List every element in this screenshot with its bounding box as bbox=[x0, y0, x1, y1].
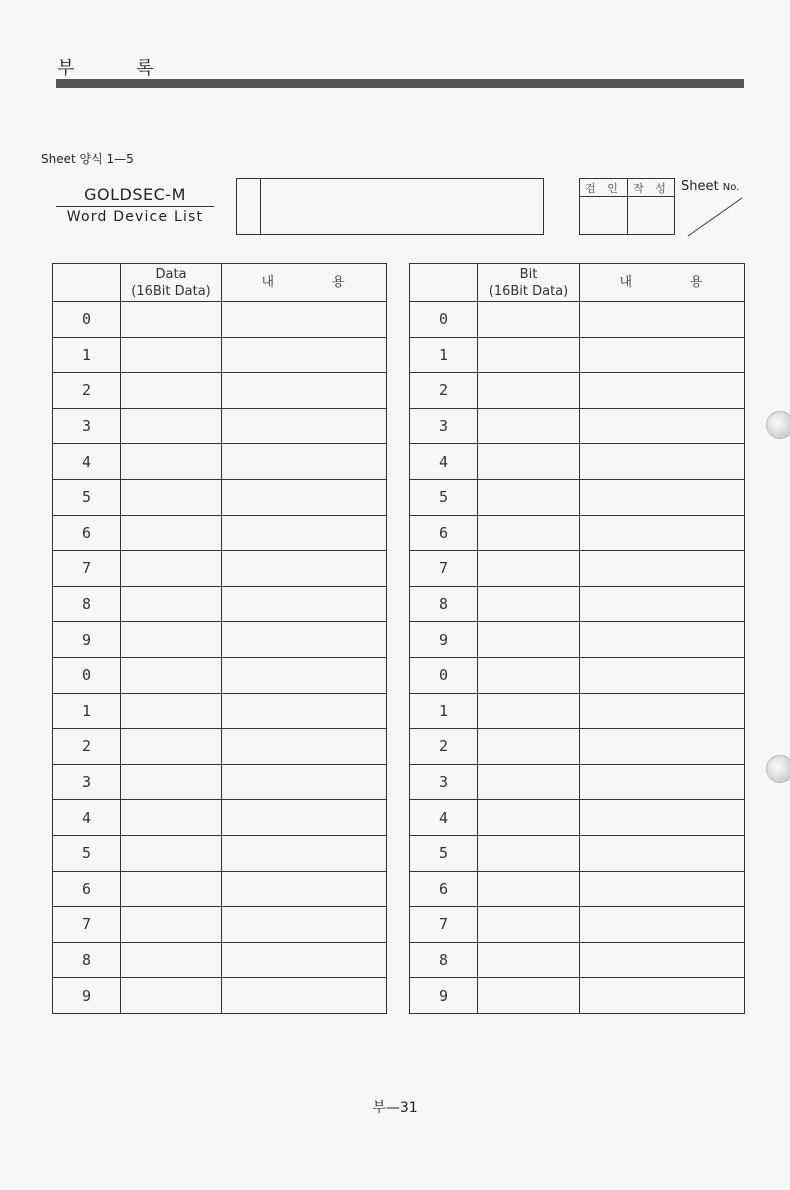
table-row bbox=[53, 835, 387, 871]
row-index-cell: 4 bbox=[410, 444, 478, 480]
row-content-cell[interactable] bbox=[222, 515, 387, 551]
table-row bbox=[53, 622, 387, 658]
row-index-cell: 6 bbox=[410, 871, 478, 907]
sheet-number-slash bbox=[686, 196, 746, 238]
row-content-cell[interactable] bbox=[222, 907, 387, 943]
table-row bbox=[410, 871, 745, 907]
row-index-cell: 3 bbox=[410, 764, 478, 800]
header-content-char-2: 용 bbox=[690, 275, 705, 290]
row-data-cell[interactable] bbox=[478, 622, 580, 658]
row-content-cell[interactable] bbox=[580, 800, 745, 836]
row-index-cell: 1 bbox=[53, 337, 121, 373]
row-index-cell: 3 bbox=[53, 408, 121, 444]
row-data-cell[interactable] bbox=[121, 800, 222, 836]
table-row bbox=[53, 551, 387, 587]
row-index-cell: 8 bbox=[410, 942, 478, 978]
row-data-cell[interactable] bbox=[121, 408, 222, 444]
table-row bbox=[53, 729, 387, 765]
row-index-cell: 3 bbox=[53, 764, 121, 800]
row-data-cell[interactable] bbox=[478, 337, 580, 373]
sheet-form-label: Sheet 양식 1—5 bbox=[41, 152, 134, 166]
row-data-cell[interactable] bbox=[121, 622, 222, 658]
row-data-cell[interactable] bbox=[478, 479, 580, 515]
table-row bbox=[53, 978, 387, 1014]
header-bit-subtitle: (16Bit Data) bbox=[488, 283, 569, 299]
row-index-cell: 7 bbox=[53, 907, 121, 943]
row-index-cell: 8 bbox=[53, 586, 121, 622]
row-data-cell[interactable] bbox=[121, 764, 222, 800]
sheet-no-label: No. bbox=[722, 182, 740, 193]
row-data-cell[interactable] bbox=[478, 800, 580, 836]
row-content-cell[interactable] bbox=[222, 764, 387, 800]
row-data-cell[interactable] bbox=[121, 444, 222, 480]
table-row bbox=[53, 657, 387, 693]
table-row bbox=[410, 978, 745, 1014]
row-data-cell[interactable] bbox=[121, 978, 222, 1014]
table-row bbox=[410, 764, 745, 800]
sheet-number-label bbox=[681, 179, 739, 194]
row-index-cell: 7 bbox=[410, 907, 478, 943]
row-content-cell[interactable] bbox=[222, 978, 387, 1014]
title-box-divider bbox=[260, 179, 261, 234]
table-row bbox=[410, 373, 745, 409]
row-data-cell[interactable] bbox=[478, 693, 580, 729]
row-data-cell[interactable] bbox=[478, 373, 580, 409]
table-row bbox=[410, 657, 745, 693]
row-content-cell[interactable] bbox=[222, 800, 387, 836]
row-index-cell: 4 bbox=[53, 444, 121, 480]
row-content-cell[interactable] bbox=[580, 764, 745, 800]
table-row bbox=[53, 586, 387, 622]
row-index-cell: 9 bbox=[410, 622, 478, 658]
table-row bbox=[53, 764, 387, 800]
row-content-cell[interactable] bbox=[580, 835, 745, 871]
row-index-cell: 6 bbox=[53, 515, 121, 551]
table-row bbox=[410, 551, 745, 587]
row-content-cell[interactable] bbox=[222, 444, 387, 480]
header-data-title: Data bbox=[155, 266, 187, 282]
table-row bbox=[53, 373, 387, 409]
row-data-cell[interactable] bbox=[121, 479, 222, 515]
row-index-cell: 1 bbox=[53, 693, 121, 729]
row-content-cell[interactable] bbox=[222, 373, 387, 409]
header-index-cell bbox=[53, 264, 121, 302]
row-data-cell[interactable] bbox=[478, 408, 580, 444]
table-row bbox=[410, 729, 745, 765]
row-content-cell[interactable] bbox=[580, 444, 745, 480]
row-content-cell[interactable] bbox=[580, 479, 745, 515]
table-row bbox=[410, 835, 745, 871]
row-index-cell: 4 bbox=[410, 800, 478, 836]
row-data-cell[interactable] bbox=[478, 978, 580, 1014]
row-data-cell[interactable] bbox=[121, 835, 222, 871]
header-rule bbox=[56, 79, 744, 88]
table-row bbox=[410, 907, 745, 943]
table-row bbox=[410, 800, 745, 836]
row-content-cell[interactable] bbox=[580, 515, 745, 551]
row-content-cell[interactable] bbox=[222, 871, 387, 907]
row-data-cell[interactable] bbox=[121, 515, 222, 551]
header-content-char-1: 내 bbox=[261, 275, 276, 290]
table-row bbox=[410, 622, 745, 658]
row-data-cell[interactable] bbox=[478, 764, 580, 800]
row-index-cell: 7 bbox=[53, 551, 121, 587]
row-content-cell[interactable] bbox=[580, 942, 745, 978]
row-data-cell[interactable] bbox=[121, 693, 222, 729]
word-device-table-right bbox=[409, 263, 745, 1014]
punch-hole bbox=[766, 411, 790, 439]
row-content-cell[interactable] bbox=[222, 622, 387, 658]
header-content-cell bbox=[222, 264, 387, 302]
row-data-cell[interactable] bbox=[478, 729, 580, 765]
row-content-cell[interactable] bbox=[222, 337, 387, 373]
logo-block bbox=[52, 186, 218, 226]
row-data-cell[interactable] bbox=[121, 551, 222, 587]
table-row bbox=[53, 871, 387, 907]
row-data-cell[interactable] bbox=[121, 302, 222, 338]
row-index-cell: 5 bbox=[53, 479, 121, 515]
row-content-cell[interactable] bbox=[222, 657, 387, 693]
sheet-label: Sheet bbox=[681, 179, 719, 194]
row-content-cell[interactable] bbox=[222, 693, 387, 729]
row-content-cell[interactable] bbox=[222, 408, 387, 444]
row-data-cell[interactable] bbox=[478, 444, 580, 480]
row-index-cell: 0 bbox=[410, 302, 478, 338]
table-row bbox=[410, 408, 745, 444]
row-data-cell[interactable] bbox=[121, 337, 222, 373]
word-device-table-left bbox=[52, 263, 387, 1014]
header-index-cell bbox=[410, 264, 478, 302]
table-row bbox=[53, 479, 387, 515]
row-content-cell[interactable] bbox=[580, 907, 745, 943]
approval-row-line bbox=[580, 196, 674, 197]
table-row bbox=[53, 302, 387, 338]
row-index-cell: 8 bbox=[53, 942, 121, 978]
row-data-cell[interactable] bbox=[478, 871, 580, 907]
row-index-cell: 9 bbox=[53, 978, 121, 1014]
row-content-cell[interactable] bbox=[222, 942, 387, 978]
header-content-char-1: 내 bbox=[619, 275, 634, 290]
row-data-cell[interactable] bbox=[121, 373, 222, 409]
table-row bbox=[410, 942, 745, 978]
row-index-cell: 1 bbox=[410, 693, 478, 729]
row-content-cell[interactable] bbox=[580, 302, 745, 338]
row-index-cell: 5 bbox=[53, 835, 121, 871]
header-content-cell bbox=[580, 264, 745, 302]
table-row bbox=[53, 693, 387, 729]
table-row bbox=[53, 337, 387, 373]
approval-box bbox=[579, 178, 675, 235]
row-content-cell[interactable] bbox=[580, 373, 745, 409]
row-content-cell[interactable] bbox=[580, 729, 745, 765]
row-data-cell[interactable] bbox=[478, 942, 580, 978]
row-index-cell: 5 bbox=[410, 479, 478, 515]
section-title: 부 록 bbox=[57, 58, 182, 79]
table-row bbox=[53, 515, 387, 551]
row-data-cell[interactable] bbox=[121, 871, 222, 907]
row-index-cell: 2 bbox=[53, 373, 121, 409]
row-index-cell: 0 bbox=[53, 657, 121, 693]
header-data-cell bbox=[121, 264, 222, 302]
row-data-cell[interactable] bbox=[478, 907, 580, 943]
row-content-cell[interactable] bbox=[580, 622, 745, 658]
row-index-cell: 0 bbox=[53, 302, 121, 338]
table-row bbox=[53, 408, 387, 444]
row-index-cell: 5 bbox=[410, 835, 478, 871]
row-content-cell[interactable] bbox=[222, 835, 387, 871]
row-content-cell[interactable] bbox=[580, 551, 745, 587]
row-content-cell[interactable] bbox=[580, 693, 745, 729]
row-index-cell: 8 bbox=[410, 586, 478, 622]
row-content-cell[interactable] bbox=[580, 337, 745, 373]
table-row bbox=[410, 444, 745, 480]
row-index-cell: 2 bbox=[410, 729, 478, 765]
table-row bbox=[53, 942, 387, 978]
approval-label-inspect: 검 인 bbox=[585, 182, 622, 195]
header-bit-title: Bit bbox=[519, 266, 538, 282]
row-content-cell[interactable] bbox=[222, 551, 387, 587]
table-header-row bbox=[53, 264, 387, 302]
page-number: 부—31 bbox=[372, 1100, 418, 1116]
table-row bbox=[53, 800, 387, 836]
row-data-cell[interactable] bbox=[478, 515, 580, 551]
table-row bbox=[410, 586, 745, 622]
row-content-cell[interactable] bbox=[580, 408, 745, 444]
logo-underline bbox=[56, 206, 214, 207]
table-row bbox=[410, 479, 745, 515]
row-content-cell[interactable] bbox=[222, 586, 387, 622]
row-content-cell[interactable] bbox=[580, 586, 745, 622]
table-row bbox=[410, 515, 745, 551]
row-index-cell: 7 bbox=[410, 551, 478, 587]
row-content-cell[interactable] bbox=[580, 978, 745, 1014]
row-data-cell[interactable] bbox=[478, 657, 580, 693]
row-data-cell[interactable] bbox=[121, 907, 222, 943]
row-index-cell: 6 bbox=[410, 515, 478, 551]
row-data-cell[interactable] bbox=[478, 302, 580, 338]
row-data-cell[interactable] bbox=[121, 729, 222, 765]
row-index-cell: 2 bbox=[410, 373, 478, 409]
row-data-cell[interactable] bbox=[121, 586, 222, 622]
row-index-cell: 0 bbox=[410, 657, 478, 693]
table-row bbox=[53, 444, 387, 480]
row-index-cell: 3 bbox=[410, 408, 478, 444]
table-row bbox=[53, 907, 387, 943]
header-content-char-2: 용 bbox=[332, 275, 347, 290]
row-data-cell[interactable] bbox=[478, 835, 580, 871]
row-data-cell[interactable] bbox=[121, 942, 222, 978]
row-index-cell: 2 bbox=[53, 729, 121, 765]
row-index-cell: 1 bbox=[410, 337, 478, 373]
row-content-cell[interactable] bbox=[222, 479, 387, 515]
row-index-cell: 6 bbox=[53, 871, 121, 907]
title-entry-box[interactable] bbox=[236, 178, 544, 235]
table-row bbox=[410, 693, 745, 729]
logo-main-text: GOLDSEC-M bbox=[84, 185, 186, 204]
row-data-cell[interactable] bbox=[121, 657, 222, 693]
row-index-cell: 9 bbox=[53, 622, 121, 658]
row-content-cell[interactable] bbox=[222, 729, 387, 765]
row-data-cell[interactable] bbox=[478, 551, 580, 587]
logo-sub-text: Word Device List bbox=[66, 209, 204, 225]
table-header-row bbox=[410, 264, 745, 302]
header-bit-cell bbox=[478, 264, 580, 302]
row-index-cell: 4 bbox=[53, 800, 121, 836]
row-content-cell[interactable] bbox=[222, 302, 387, 338]
row-content-cell[interactable] bbox=[580, 871, 745, 907]
table-row bbox=[410, 337, 745, 373]
table-row bbox=[410, 302, 745, 338]
row-data-cell[interactable] bbox=[478, 586, 580, 622]
row-index-cell: 9 bbox=[410, 978, 478, 1014]
row-content-cell[interactable] bbox=[580, 657, 745, 693]
header-data-subtitle: (16Bit Data) bbox=[131, 283, 211, 299]
approval-label-author: 작 성 bbox=[633, 182, 670, 195]
punch-hole bbox=[766, 755, 790, 783]
